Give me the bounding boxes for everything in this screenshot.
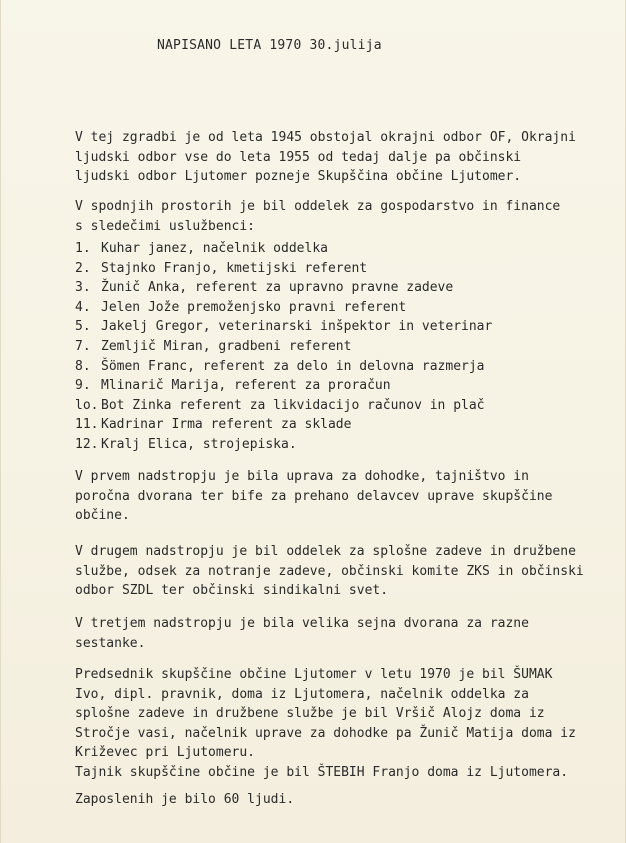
item-text: Šömen Franc, referent za delo in delovna razmerja [101, 358, 485, 374]
president-paragraph [75, 665, 615, 783]
third-floor-line: V tretjem nadstropju je bila velika sejna dvorana za razne [75, 616, 529, 631]
second-floor-line: V drugem nadstropju je bil oddelek za splošne zadeve in družbene [75, 544, 576, 559]
item-number: 3. [75, 280, 91, 296]
president-line: Križevec pri Ljutomeru. [75, 745, 256, 761]
list-item [75, 357, 492, 377]
item-number: 8. [75, 358, 91, 374]
list-item [75, 337, 492, 357]
list-item [75, 376, 492, 396]
ground-floor-line: V spodnjih prostorih je bil oddelek za gospodarstvo in finance [75, 199, 561, 214]
item-number: 12. [75, 436, 99, 452]
list-item [75, 259, 492, 279]
item-text: Kadrinar Irma referent za sklade [101, 417, 352, 433]
third-floor-paragraph [75, 614, 615, 653]
list-item [75, 415, 492, 435]
ground-floor-line: s sledečimi uslužbenci: [75, 218, 256, 234]
item-number: 11. [75, 417, 99, 433]
president-line: Stročje vasi, načelnik uprave za dohodke pa Žunič Matija doma iz [75, 725, 576, 741]
president-line: Predsednik skupščine občine Ljutomer v letu 1970 je bil ŠUMAK [75, 667, 553, 682]
president-line: Ivo, dipl. pravnik, doma iz Ljutomera, načelnik oddelka za [75, 686, 529, 702]
third-floor-line: sestanke. [75, 635, 146, 651]
item-text: Zemljič Miran, gradbeni referent [101, 338, 352, 354]
first-floor-line: V prvem nadstropju je bila uprava za dohodke, tajništvo in [75, 469, 529, 484]
intro-line: ljudski odbor vse do leta 1955 od tedaj dalje pa občinski [75, 149, 522, 165]
ground-floor-paragraph [75, 197, 615, 236]
item-text: Jelen Jože premoženjsko pravni referent [101, 299, 407, 315]
intro-paragraph [75, 128, 615, 187]
intro-line: ljudski odbor Ljutomer pozneje Skupščina občine Ljutomer. [75, 169, 522, 185]
first-floor-paragraph [75, 467, 615, 526]
item-text: Kuhar janez, načelnik oddelka [101, 241, 328, 256]
second-floor-paragraph [75, 542, 615, 601]
president-line: splošne zadeve in družbene službe je bil Vršič Alojz doma iz [75, 706, 545, 722]
item-text: Stajnko Franjo, kmetijski referent [101, 260, 368, 276]
list-item [75, 298, 492, 318]
second-floor-line: odbor SZDL ter občinski sindikalni svet. [75, 583, 389, 599]
second-floor-line: službe, odsek za notranje zadeve, občinski komite ZKS in občinski [75, 563, 584, 579]
closing-line: Zaposlenih je bilo 60 ljudi. [75, 792, 295, 807]
list-item [75, 278, 492, 298]
item-number: 4. [75, 299, 91, 315]
intro-line: V tej zgradbi je od leta 1945 obstojal okrajni odbor OF, Okrajni [75, 130, 576, 145]
list-item [75, 317, 492, 337]
item-number: 7. [75, 338, 91, 354]
first-floor-line: občine. [75, 508, 130, 524]
list-item [75, 239, 492, 259]
list-item [75, 435, 492, 455]
item-number: 9. [75, 378, 91, 394]
item-number: 1. [75, 241, 91, 256]
item-text: Bot Zinka referent za likvidacijo računov in plač [101, 397, 485, 413]
first-floor-line: poročna dvorana ter bife za prehano delavcev uprave skupščine [75, 488, 553, 504]
item-number: lo. [75, 397, 99, 413]
item-text: Žunič Anka, referent za upravno pravne zadeve [101, 280, 454, 296]
item-text: Kralj Elica, strojepiska. [101, 436, 297, 452]
item-number: 5. [75, 319, 91, 335]
item-text: Mlinarič Marija, referent za proračun [101, 378, 391, 394]
list-item [75, 396, 492, 416]
president-line: Tajnik skupščine občine je bil ŠTEBIH Franjo doma iz Ljutomera. [75, 764, 569, 780]
item-number: 2. [75, 260, 91, 276]
document-heading: NAPISANO LETA 1970 30.julija [157, 38, 382, 53]
staff-list [75, 239, 492, 455]
item-text: Jakelj Gregor, veterinarski inšpektor in veterinar [101, 319, 493, 335]
